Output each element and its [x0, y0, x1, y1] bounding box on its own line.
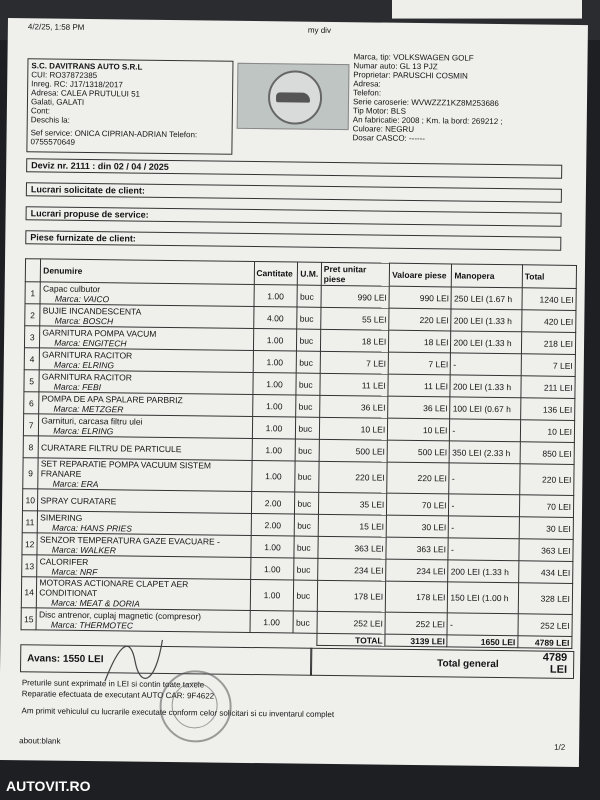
row-parts-value: 363 LEI — [386, 537, 448, 560]
row-labor: - — [449, 516, 520, 539]
part-name: MOTORAS ACTIONARE CLAPET AER CONDITIONAT — [39, 577, 189, 599]
car-icon — [276, 92, 310, 102]
part-name: Capac culbutor — [42, 282, 101, 294]
parts-table — [20, 258, 577, 649]
row-labor: - — [448, 538, 519, 561]
row-um: buc — [296, 417, 320, 439]
row-parts-value: 70 LEI — [387, 493, 449, 516]
row-name — [39, 348, 253, 373]
row-um: buc — [293, 611, 317, 633]
row-name — [39, 414, 253, 439]
row-name — [40, 304, 254, 329]
row-qty: 1.00 — [250, 580, 294, 612]
grand-total-label: Total general — [437, 658, 499, 671]
row-total: 136 LEI — [520, 398, 574, 421]
service-proposed-bar: Lucrari propuse de service: — [26, 206, 562, 227]
row-unit-price: 990 LEI — [321, 285, 390, 308]
service-chief: Sef service: ONICA CIPRIAN-ADRIAN Telefon: — [30, 128, 198, 140]
row-number: 10 — [22, 489, 38, 511]
row-qty: 1.00 — [254, 285, 298, 308]
row-name — [38, 436, 252, 461]
row-labor: 150 LEI (1.00 h — [448, 582, 519, 614]
row-parts-value: 220 LEI — [389, 308, 451, 331]
row-unit-price: 363 LEI — [318, 536, 387, 559]
row-number: 9 — [23, 458, 39, 489]
row-labor: - — [449, 463, 520, 495]
row-um: buc — [296, 373, 320, 395]
part-name: BUJIE INCANDESCENTA — [42, 304, 142, 317]
row-number: 11 — [22, 511, 38, 533]
row-um: buc — [297, 351, 321, 373]
row-total: 211 LEI — [521, 376, 575, 399]
vehicle-color: Culoare: NEGRU — [352, 124, 415, 134]
totals-labor: 1650 LEI — [447, 635, 518, 648]
vehicle-casco: Dosar CASCO: ------ — [352, 133, 426, 144]
part-brand: Marca: NRF — [51, 566, 98, 577]
row-number: 15 — [21, 608, 37, 630]
row-total: 218 LEI — [521, 332, 575, 355]
row-labor: - — [449, 494, 520, 517]
row-labor: 350 LEI (2.33 h — [450, 441, 521, 464]
row-unit-price: 252 LEI — [317, 611, 386, 634]
row-parts-value: 178 LEI — [386, 581, 449, 613]
row-number: 6 — [24, 392, 40, 414]
row-labor: 100 LEI (0.67 h — [450, 397, 521, 420]
row-labor: 200 LEI (1.33 h — [451, 331, 522, 354]
row-total: 70 LEI — [519, 495, 573, 518]
row-labor: 200 LEI (1.33 h — [448, 560, 519, 583]
part-name: GARNITURA RACITOR — [41, 370, 133, 383]
signature — [100, 631, 171, 692]
part-name: SET REPARATIE POMPA VACUUM SISTEM FRANARE — [40, 458, 212, 479]
row-unit-price: 7 LEI — [320, 351, 389, 374]
part-brand: Marca: ENGITECH — [54, 337, 127, 348]
row-total: 328 LEI — [518, 583, 573, 615]
client-requested-bar: Lucrari solicitate de client: — [26, 182, 562, 203]
row-parts-value: 18 LEI — [389, 330, 451, 353]
row-unit-price: 55 LEI — [321, 307, 390, 330]
part-brand: Marca: WALKER — [51, 544, 116, 555]
page-number: 1/2 — [554, 742, 566, 752]
row-labor: 200 LEI (1.33 h — [450, 375, 521, 398]
company-cui: CUI: RO37872385 — [31, 70, 98, 81]
row-total: 363 LEI — [519, 539, 573, 562]
grand-total-box — [310, 648, 574, 679]
header-nr — [25, 259, 41, 282]
row-number: 1 — [25, 282, 41, 304]
row-name — [37, 577, 251, 611]
row-parts-value: 990 LEI — [389, 286, 451, 309]
part-name: Garnituri, carcasa filtru ulei — [41, 414, 143, 427]
part-name: SENZOR TEMPERATURA GAZE EVACUARE - — [39, 533, 220, 547]
row-labor: - — [451, 353, 522, 376]
print-title: my div — [307, 25, 332, 35]
totals-label: TOTAL — [317, 633, 386, 646]
row-unit-price: 10 LEI — [319, 417, 388, 440]
grand-total-value — [543, 652, 568, 676]
vehicle-owner: Proprietar: PARUSCHI COSMIN — [353, 70, 468, 81]
row-um: buc — [297, 285, 321, 307]
row-labor: 200 LEI (1.33 h — [451, 309, 522, 332]
company-address: Adresa: CALEA PRUTULUI 51 — [31, 88, 141, 99]
part-brand: Marca: VAICO — [54, 293, 110, 304]
footer-line-1: Preturile sunt exprimate in LEI si contin toate taxele — [21, 678, 205, 690]
row-number: 5 — [24, 370, 40, 392]
row-um: buc — [297, 329, 321, 351]
row-qty: 1.00 — [252, 417, 296, 440]
row-number: 4 — [24, 348, 40, 370]
row-qty: 4.00 — [253, 307, 297, 330]
row-total: 30 LEI — [519, 517, 573, 540]
row-qty: 1.00 — [253, 329, 297, 352]
part-brand: Marca: METZGER — [53, 403, 124, 414]
site-watermark: AUTOVIT.RO — [6, 778, 91, 794]
part-brand: Marca: ELRING — [53, 425, 114, 436]
vehicle-address: Adresa: — [353, 79, 381, 89]
part-brand: Marca: HANS PRIES — [52, 522, 132, 534]
row-parts-value: 11 LEI — [388, 374, 450, 397]
row-qty: 1.00 — [252, 439, 296, 462]
row-name — [40, 326, 254, 351]
header-name: Denumire — [41, 259, 255, 285]
row-qty: 1.00 — [251, 461, 295, 493]
advance-amount: Avans: 1550 LEI — [27, 653, 104, 666]
row-um: buc — [294, 558, 318, 580]
row-qty: 1.00 — [253, 351, 297, 374]
service-phone: 0755570649 — [30, 137, 76, 147]
row-um: buc — [295, 492, 319, 514]
row-qty: 1.00 — [252, 395, 296, 418]
row-name — [38, 511, 252, 536]
row-labor: - — [447, 613, 518, 636]
row-unit-price: 36 LEI — [320, 395, 389, 418]
company-name: S.C. DAVITRANS AUTO S.R.L — [31, 61, 143, 72]
row-unit-price: 15 LEI — [318, 514, 387, 537]
row-um: buc — [294, 580, 318, 611]
row-um: buc — [296, 439, 320, 461]
company-logo — [237, 63, 350, 130]
row-um: buc — [294, 536, 318, 558]
row-um: buc — [295, 514, 319, 536]
header-labor: Manopera — [452, 264, 523, 288]
row-name — [40, 282, 254, 307]
part-name: GARNITURA POMPA VACUM — [42, 326, 157, 339]
row-name — [38, 458, 252, 492]
row-parts-value: 500 LEI — [387, 440, 449, 463]
row-qty: 1.00 — [252, 373, 296, 396]
parts-supplied-bar: Piese furnizate de client: — [25, 230, 561, 251]
row-parts-value: 252 LEI — [385, 612, 447, 635]
row-name — [39, 392, 253, 417]
company-opening: Deschis la: — [30, 115, 70, 125]
paper-note-top — [392, 0, 582, 19]
part-brand: Marca: FEBI — [53, 381, 102, 392]
vehicle-engine: Tip Motor: BLS — [352, 106, 407, 116]
row-um: buc — [297, 307, 321, 329]
part-brand: Marca: BOSCH — [54, 315, 114, 326]
vehicle-vin: Serie caroserie: WVWZZZ1KZ8M253686 — [352, 97, 499, 109]
row-number: 13 — [22, 555, 38, 577]
row-name — [37, 533, 251, 558]
row-unit-price: 178 LEI — [317, 580, 386, 612]
header-total: Total — [522, 265, 576, 289]
part-name: Disc antrenor, cuplaj magnetic (compresor) — [38, 608, 202, 621]
company-city: Galati, GALATI — [30, 97, 85, 107]
part-name: SIMERING — [40, 511, 83, 523]
row-qty: 1.00 — [250, 536, 294, 559]
row-total: 1240 LEI — [522, 288, 576, 311]
header-parts-value: Valoare piese — [389, 263, 452, 287]
part-name: SPRAY CURATARE — [40, 494, 117, 506]
row-name — [39, 370, 253, 395]
row-total: 434 LEI — [518, 561, 572, 584]
row-unit-price: 500 LEI — [319, 439, 388, 462]
row-unit-price: 220 LEI — [319, 461, 388, 493]
header-qty: Cantitate — [254, 262, 298, 286]
row-qty: 1.00 — [250, 610, 294, 633]
footer-line-3: Am primit vehiculul cu lucrarile executate conform celor solicitari si cu inventarul complet — [21, 706, 335, 720]
totals-parts: 3139 LEI — [385, 634, 447, 647]
part-name: CURATARE FILTRU DE PARTICULE — [40, 441, 182, 454]
company-reg: Inreg. RC: J17/1318/2017 — [31, 79, 123, 90]
row-number: 8 — [23, 436, 39, 458]
row-parts-value: 7 LEI — [388, 352, 450, 375]
totals-total: 4789 LEI — [518, 636, 572, 649]
row-name — [37, 555, 251, 580]
row-number: 7 — [23, 414, 39, 436]
company-stamp — [159, 670, 232, 743]
row-um: buc — [296, 395, 320, 417]
row-number: 12 — [22, 533, 38, 555]
row-name — [38, 489, 252, 514]
part-brand: Marca: MEAT & DORIA — [51, 597, 140, 609]
vehicle-plate: Numar auto: GL 13 PJZ — [353, 61, 438, 72]
part-brand: Marca: ERA — [52, 478, 99, 490]
row-number: 2 — [25, 304, 41, 326]
header-um: U.M. — [298, 262, 322, 285]
company-cont: Cont: — [30, 106, 51, 116]
footer-line-2: Reparatie efectuata de executant AUTO CAR: 9F4622 — [21, 689, 215, 701]
row-parts-value: 234 LEI — [386, 559, 448, 582]
page-url: about:blank — [19, 736, 61, 746]
row-number: 14 — [21, 577, 37, 608]
estimate-number: Deviz nr. 2111 : din 02 / 04 / 2025 — [26, 158, 562, 179]
row-unit-price: 11 LEI — [320, 373, 389, 396]
row-qty: 2.00 — [251, 514, 295, 537]
part-name: CALORIFER — [39, 555, 89, 567]
vehicle-model: Marca, tip: VOLKSWAGEN GOLF — [353, 52, 474, 63]
grand-total-number: 4789 — [542, 651, 568, 664]
part-brand: Marca: ELRING — [54, 359, 115, 370]
header-unit-price: Pret unitar piese — [321, 262, 390, 286]
row-name — [36, 608, 250, 633]
row-parts-value: 220 LEI — [387, 462, 450, 494]
row-labor: 250 LEI (1.67 h — [451, 287, 522, 310]
print-datetime: 4/2/25, 1:58 PM — [27, 22, 85, 32]
row-total: 10 LEI — [520, 420, 574, 443]
row-total: 220 LEI — [520, 464, 575, 496]
row-labor: - — [450, 419, 521, 442]
vehicle-phone: Telefon: — [353, 88, 382, 98]
row-total: 252 LEI — [518, 614, 572, 637]
row-unit-price: 234 LEI — [318, 558, 387, 581]
company-box — [26, 58, 233, 155]
row-total: 7 LEI — [521, 354, 575, 377]
row-qty: 2.00 — [251, 492, 295, 515]
part-name: GARNITURA RACITOR — [42, 348, 133, 361]
row-total: 420 LEI — [522, 310, 576, 333]
row-unit-price: 18 LEI — [320, 329, 389, 352]
row-unit-price: 35 LEI — [318, 492, 387, 515]
part-brand: Marca: THERMOTEC — [50, 619, 134, 631]
vehicle-year-km: An fabricatie: 2008 ; Km. la bord: 269212 ; — [352, 115, 503, 127]
vehicle-info — [353, 52, 584, 145]
row-parts-value: 10 LEI — [388, 418, 450, 441]
row-um: buc — [295, 461, 319, 492]
estimate-sheet — [0, 18, 588, 767]
grand-total-unit: LEI — [549, 663, 568, 676]
part-name: POMPA DE APA SPALARE PARBRIZ — [41, 392, 183, 405]
row-parts-value: 30 LEI — [386, 515, 448, 538]
row-total: 850 LEI — [520, 442, 574, 465]
row-number: 3 — [24, 326, 40, 348]
row-parts-value: 36 LEI — [388, 396, 450, 419]
row-qty: 1.00 — [250, 558, 294, 581]
